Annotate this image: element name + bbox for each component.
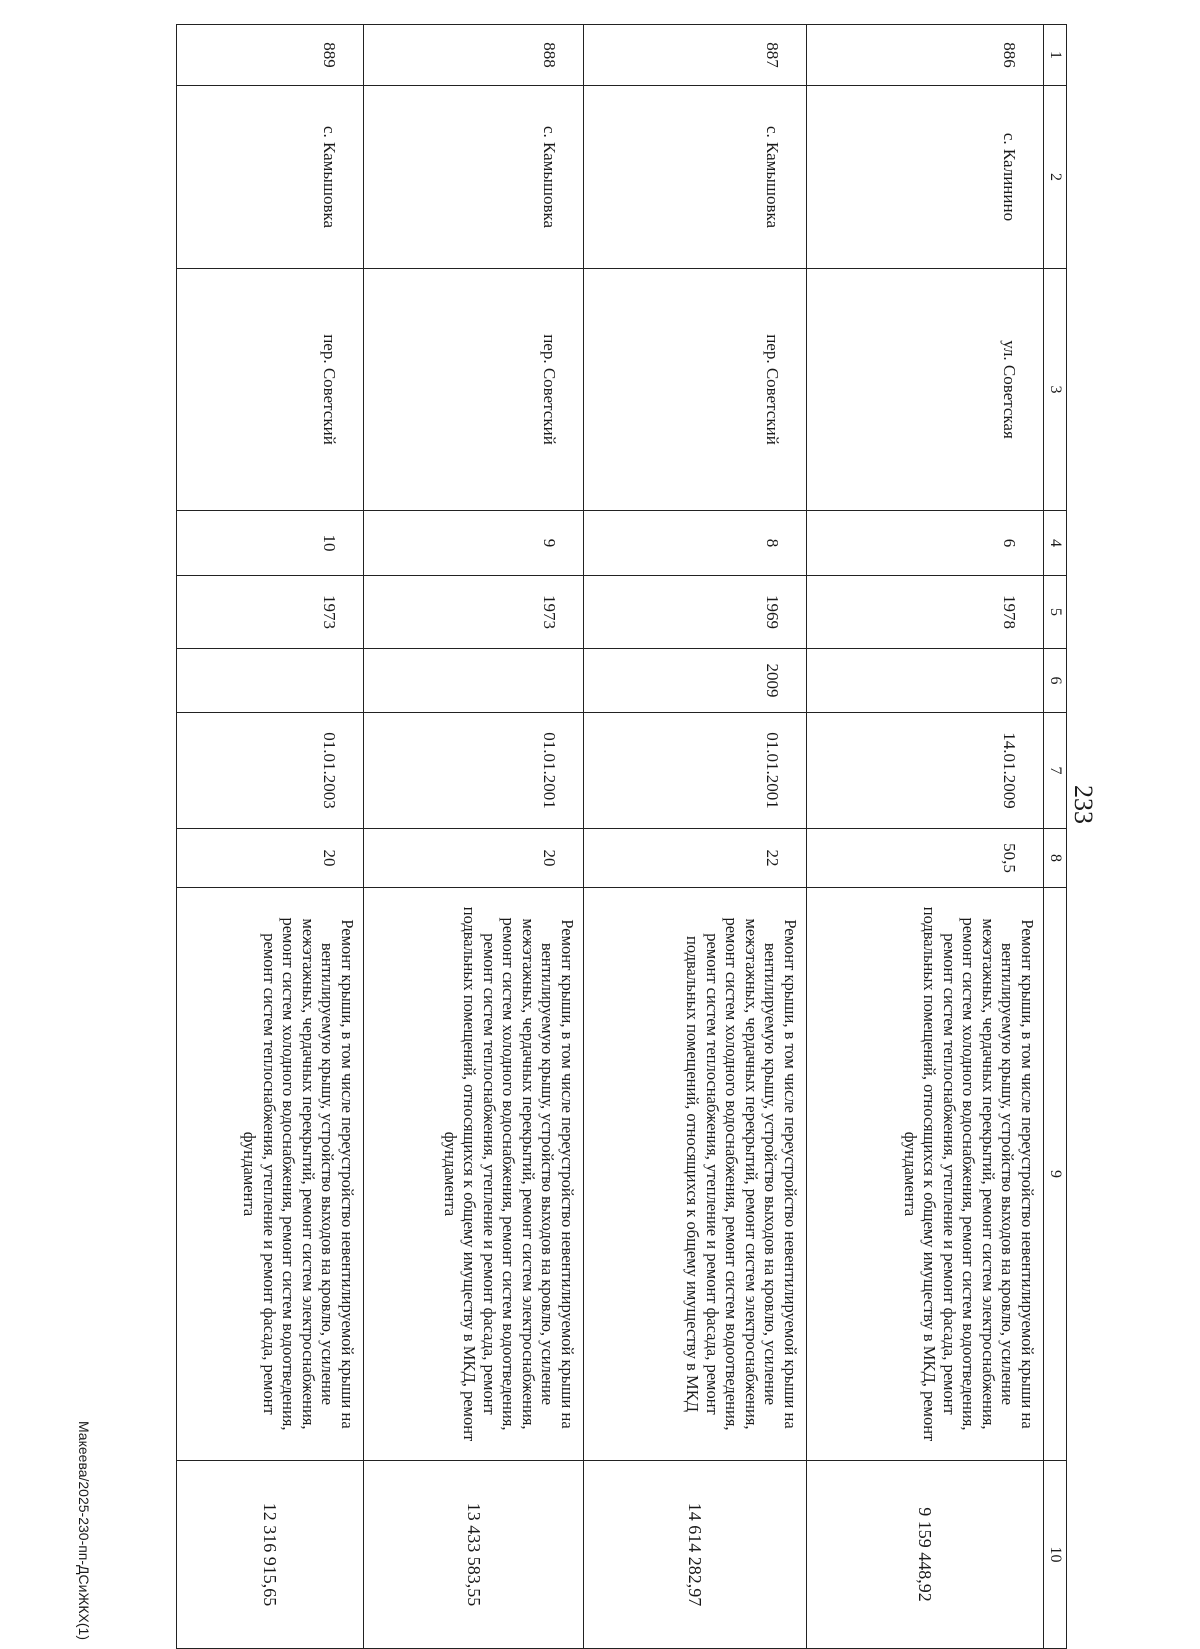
settlement-cell: с. Калинино bbox=[807, 86, 1044, 269]
wear-cell: 22 bbox=[584, 829, 807, 888]
table-row bbox=[364, 25, 584, 1649]
street-cell: пер. Советский bbox=[177, 269, 364, 511]
settlement-cell: с. Камышовка bbox=[364, 86, 584, 269]
table-row bbox=[584, 25, 807, 1649]
page-number: 233 bbox=[1069, 785, 1098, 824]
table-header-row bbox=[1044, 25, 1067, 1649]
table-row bbox=[807, 25, 1044, 1649]
column-header-2: 2 bbox=[1044, 86, 1067, 269]
cost-cell: 14 614 282,97 bbox=[584, 1461, 807, 1649]
column-header-3: 3 bbox=[1044, 269, 1067, 511]
date-cell: 14.01.2009 bbox=[807, 713, 1044, 829]
date-cell: 01.01.2003 bbox=[177, 713, 364, 829]
settlement-cell: с. Камышовка bbox=[177, 86, 364, 269]
house-number-cell: 10 bbox=[177, 511, 364, 576]
house-number-cell: 6 bbox=[807, 511, 1044, 576]
repair-program-table bbox=[176, 24, 1067, 1649]
column-header-4: 4 bbox=[1044, 511, 1067, 576]
year-built-cell: 1969 bbox=[584, 576, 807, 649]
year-built-cell: 1978 bbox=[807, 576, 1044, 649]
settlement-cell: с. Камышовка bbox=[584, 86, 807, 269]
row-number: 886 bbox=[807, 25, 1044, 86]
column-header-8: 8 bbox=[1044, 829, 1067, 888]
row-number: 887 bbox=[584, 25, 807, 86]
street-cell: ул. Советская bbox=[807, 269, 1044, 511]
wear-cell: 50,5 bbox=[807, 829, 1044, 888]
cost-cell: 12 316 915,65 bbox=[177, 1461, 364, 1649]
house-number-cell: 8 bbox=[584, 511, 807, 576]
column-header-1: 1 bbox=[1044, 25, 1067, 86]
column-header-9: 9 bbox=[1044, 888, 1067, 1461]
column-header-10: 10 bbox=[1044, 1461, 1067, 1649]
year-built-cell: 1973 bbox=[177, 576, 364, 649]
table-row bbox=[177, 25, 364, 1649]
works-cell: Ремонт крыши, в том числе переустройство невентилируемой крыши на вентилируемую крышу, устройство выходов на кровлю, усиление межэтажных, чердачных перекрытий, ремонт систем электроснабжения, ремонт систем холодного водоснабжения, ремонт систем водоотведения, ремонт систем теплоснабжения, утепление и ремонт фасада, ремонт подвальных помещений, относящихся к общему имуществу в МКД, ремонт фундамента bbox=[364, 888, 584, 1461]
year-repair-cell bbox=[807, 649, 1044, 713]
wear-cell: 20 bbox=[177, 829, 364, 888]
column-header-5: 5 bbox=[1044, 576, 1067, 649]
year-repair-cell bbox=[177, 649, 364, 713]
date-cell: 01.01.2001 bbox=[584, 713, 807, 829]
works-cell: Ремонт крыши, в том числе переустройство невентилируемой крыши на вентилируемую крышу, устройство выходов на кровлю, усиление межэтажных, чердачных перекрытий, ремонт систем электроснабжения, ремонт систем холодного водоснабжения, ремонт систем водоотведения, ремонт систем теплоснабжения, утепление и ремонт фасада, ремонт подвальных помещений, относящихся к общему имуществу в МКД bbox=[584, 888, 807, 1461]
wear-cell: 20 bbox=[364, 829, 584, 888]
works-cell: Ремонт крыши, в том числе переустройство невентилируемой крыши на вентилируемую крышу, устройство выходов на кровлю, усиление межэтажных, чердачных перекрытий, ремонт систем электроснабжения, ремонт систем холодного водоснабжения, ремонт систем водоотведения, ремонт систем теплоснабжения, утепление и ремонт фасада, ремонт подвальных помещений, относящихся к общему имуществу в МКД, ремонт фундамента bbox=[807, 888, 1044, 1461]
year-built-cell: 1973 bbox=[364, 576, 584, 649]
year-repair-cell: 2009 bbox=[584, 649, 807, 713]
column-header-6: 6 bbox=[1044, 649, 1067, 713]
cost-cell: 13 433 583,55 bbox=[364, 1461, 584, 1649]
row-number: 889 bbox=[177, 25, 364, 86]
house-number-cell: 9 bbox=[364, 511, 584, 576]
row-number: 888 bbox=[364, 25, 584, 86]
date-cell: 01.01.2001 bbox=[364, 713, 584, 829]
year-repair-cell bbox=[364, 649, 584, 713]
document-footer: Макеева/2025-230-пп-ДСиЖКХ(1) bbox=[76, 1420, 92, 1640]
cost-cell: 9 159 448,92 bbox=[807, 1461, 1044, 1649]
column-header-7: 7 bbox=[1044, 713, 1067, 829]
street-cell: пер. Советский bbox=[584, 269, 807, 511]
street-cell: пер. Советский bbox=[364, 269, 584, 511]
works-cell: Ремонт крыши, в том числе переустройство невентилируемой крыши на вентилируемую крышу, устройство выходов на кровлю, усиление межэтажных, чердачных перекрытий, ремонт систем электроснабжения, ремонт систем холодного водоснабжения, ремонт систем водоотведения, ремонт систем теплоснабжения, утепление и ремонт фасада, ремонт фундамента bbox=[177, 888, 364, 1461]
